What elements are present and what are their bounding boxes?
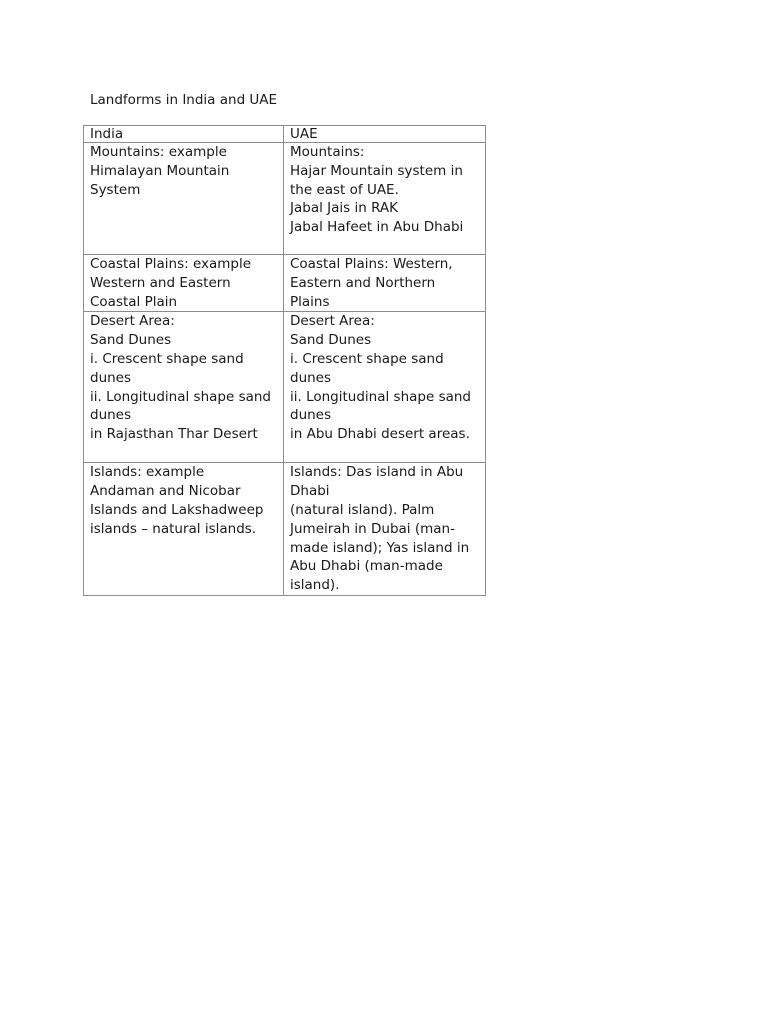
cell-line: dunes [290,407,332,424]
cell-line: Western and Eastern [90,274,231,291]
cell-line: i. Crescent shape sand [90,350,244,367]
cell-line: Andaman and Nicobar [90,483,241,500]
cell-india-coastal-plains [84,255,284,312]
table-row-coastal-plains [84,255,486,312]
cell-line: dunes [90,369,132,386]
landforms-table [83,125,486,596]
cell-uae-mountains [284,143,486,255]
header-india: India [84,126,284,143]
cell-line: Dhabi [290,483,330,500]
table-row-islands [84,463,486,596]
cell-line: dunes [290,369,332,386]
cell-line: ii. Longitudinal shape sand [90,388,272,405]
cell-line: dunes [90,407,132,424]
cell-line: Eastern and Northern [290,274,436,291]
cell-line: Plains [290,293,330,310]
cell-line: Coastal Plains: Western, [290,256,453,272]
cell-uae-islands [284,463,486,596]
cell-india-islands [84,463,284,596]
cell-line: Sand Dunes [290,332,372,349]
cell-line: Mountains: example [90,144,227,160]
cell-line: Islands: example [90,464,205,481]
cell-india-mountains [84,143,284,255]
cell-line: Desert Area: [290,313,375,330]
cell-line: made island); Yas island in [290,539,470,556]
table-row-mountains [84,143,486,255]
cell-line: System [90,181,141,198]
cell-line: Coastal Plain [90,293,178,310]
cell-line: Mountains: [290,144,365,160]
cell-line: island). [290,577,340,594]
table-row-desert-area [84,312,486,463]
table-header-row [84,126,486,143]
cell-line: Jabal Hafeet in Abu Dhabi [290,219,464,236]
cell-line: (natural island). Palm [290,501,435,518]
cell-line: Himalayan Mountain [90,162,230,179]
cell-line: Hajar Mountain system in [290,162,463,179]
cell-line: Islands: Das island in Abu [290,464,464,481]
cell-line: islands – natural islands. [90,520,257,537]
cell-uae-desert-area [284,312,486,463]
cell-line: the east of UAE. [290,181,399,198]
cell-line: ii. Longitudinal shape sand [290,388,472,405]
cell-line: Coastal Plains: example [90,256,252,272]
cell-line: Abu Dhabi (man-made [290,558,443,575]
cell-india-desert-area [84,312,284,463]
cell-line: Desert Area: [90,313,175,330]
cell-line: i. Crescent shape sand [290,350,444,367]
cell-line: Sand Dunes [90,332,172,349]
header-uae: UAE [284,126,486,143]
cell-line: in Abu Dhabi desert areas. [290,426,470,443]
cell-uae-coastal-plains [284,255,486,312]
cell-line: Islands and Lakshadweep [90,501,264,518]
cell-line: in Rajasthan Thar Desert [90,426,258,443]
document-title: Landforms in India and UAE [90,92,278,108]
cell-line: Jabal Jais in RAK [290,200,398,217]
cell-line: Jumeirah in Dubai (man- [290,520,455,537]
